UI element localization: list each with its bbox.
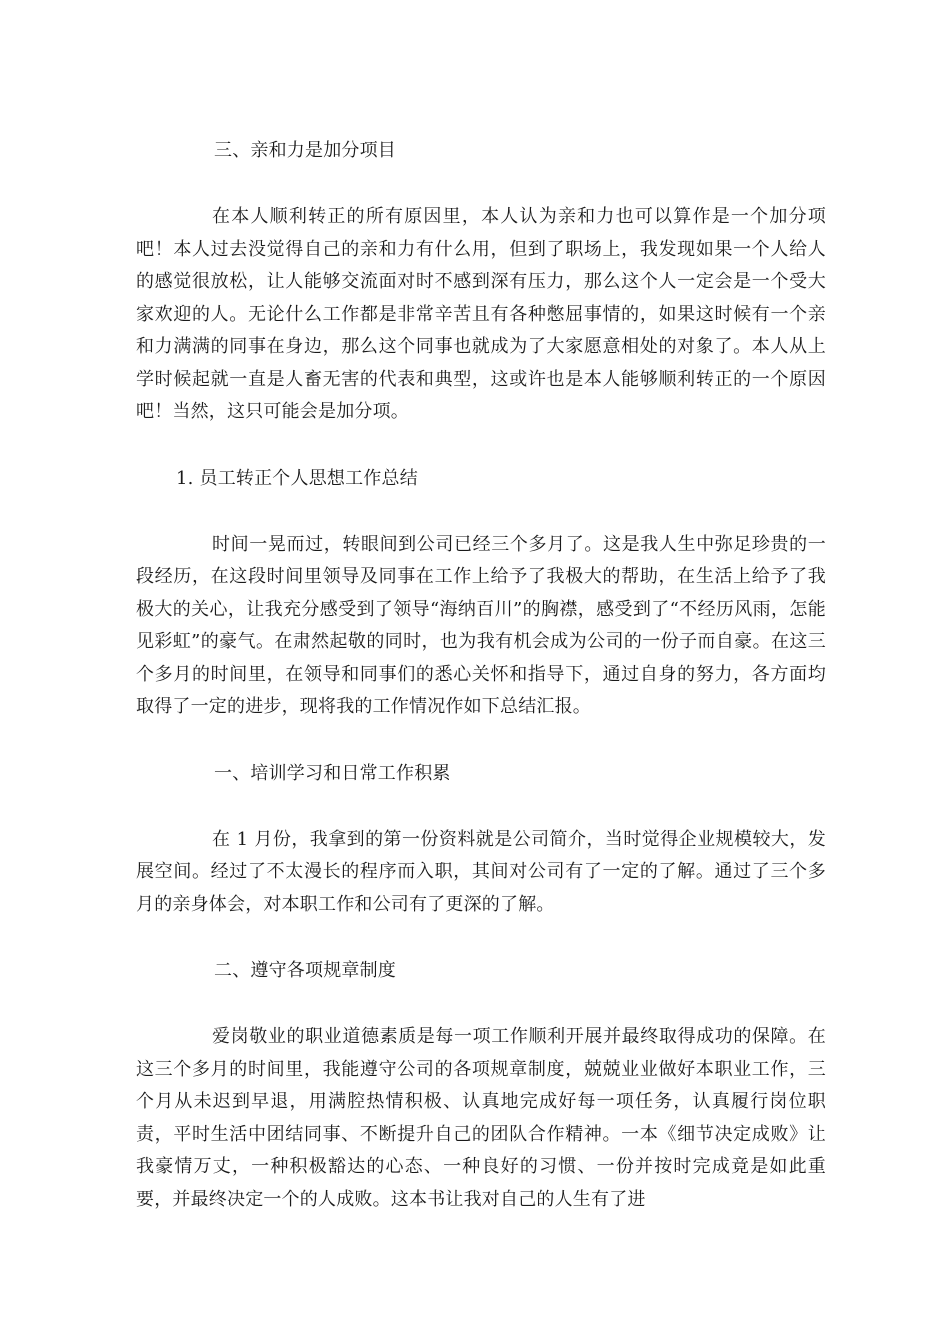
section-heading-summary: 1. 员工转正个人思想工作总结 [176, 467, 418, 489]
paragraph-affinity: 在本人顺利转正的所有原因里，本人认为亲和力也可以算作是一个加分项吧！本人过去没觉得自己的亲和力有什么用，但到了职场上，我发现如果一个人给人的感觉很放松，让人能够交流面对时不感到深有压力，那么这个人一定会是一个受大家欢迎的人。无论什么工作都是非常辛苦且有各种憋屈事情的，如果这时候有一个亲和力满满的同事在身边，那么这个同事也就成为了大家愿意相处的对象了。本人从上学时候起就一直是人畜无害的代表和典型，这或许也是本人能够顺利转正的一个原因吧！当然，这只可能会是加分项。 [136, 206, 826, 422]
section-heading-rules: 二、遵守各项规章制度 [214, 960, 396, 981]
paragraph-training: 在 1 月份，我拿到的第一份资料就是公司简介，当时觉得企业规模较大，发展空间。经过了不太漫长的程序而入职，其间对公司有了一定的了解。通过了三个多月的亲身体会，对本职工作和公司有了更深的了解。 [136, 828, 826, 915]
paragraph-summary: 时间一晃而过，转眼间到公司已经三个多月了。这是我人生中弥足珍贵的一段经历，在这段时间里领导及同事在工作上给予了我极大的帮助，在生活上给予了我极大的关心，让我充分感受到了领导“海纳百川”的胸襟，感受到了“不经历风雨，怎能见彩虹”的豪气。在肃然起敬的同时，也为我有机会成为公司的一份子而自豪。在这三个多月的时间里，在领导和同事们的悉心关怀和指导下，通过自身的努力，各方面均取得了一定的进步，现将我的工作情况作如下总结汇报。 [136, 533, 826, 717]
document-body [136, 128, 826, 1243]
paragraph-rules: 爱岗敬业的职业道德素质是每一项工作顺利开展并最终取得成功的保障。在这三个多月的时间里，我能遵守公司的各项规章制度，兢兢业业做好本职业工作，三个月从未迟到早退，用满腔热情积极、认真地完成好每一项任务，认真履行岗位职责，平时生活中团结同事、不断提升自己的团队合作精神。一本《细节决定成败》让我豪情万丈，一种积极豁达的心态、一种良好的习惯、一份并按时完成竟是如此重要，并最终决定一个的人成败。这本书让我对自己的人生有了进 [136, 1026, 826, 1210]
section-heading-training: 一、培训学习和日常工作积累 [214, 762, 451, 784]
section-heading-affinity: 三、亲和力是加分项目 [214, 140, 396, 161]
